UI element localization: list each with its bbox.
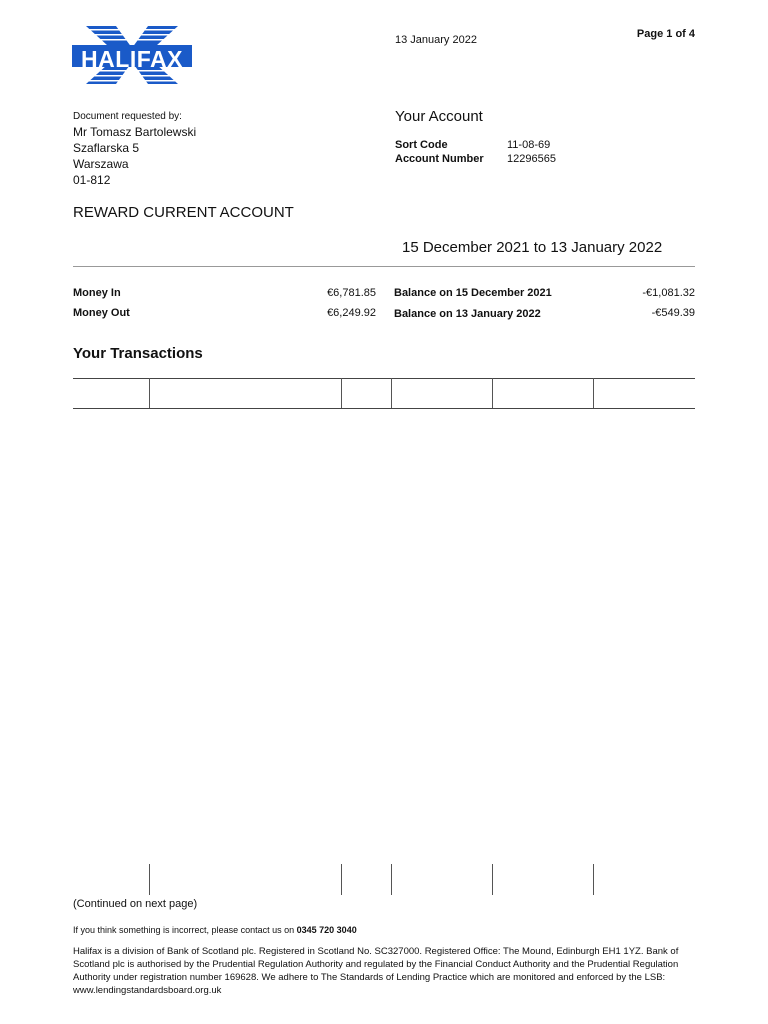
opening-balance-label: Balance on 15 December 2021 [394, 287, 552, 299]
table-header-rule [73, 408, 695, 409]
account-heading: Your Account [395, 108, 483, 125]
column-divider [341, 864, 342, 895]
requester-postcode: 01-812 [73, 173, 111, 187]
money-in-label: Money In [73, 287, 121, 299]
account-number-label: Account Number [395, 153, 484, 165]
closing-balance-value: -€549.39 [651, 307, 695, 319]
requester-name: Mr Tomasz Bartolewski [73, 125, 197, 139]
requester-street: Szaflarska 5 [73, 141, 140, 155]
column-divider [492, 378, 493, 408]
column-divider [149, 864, 150, 895]
closing-balance-label: Balance on 13 January 2022 [394, 308, 541, 320]
column-divider [391, 864, 392, 895]
column-divider [341, 378, 342, 408]
sort-code-value: 11-08-69 [507, 139, 551, 151]
column-divider [593, 378, 594, 408]
statement-date: 13 January 2022 [395, 34, 477, 46]
requester-label: Document requested by: [73, 111, 182, 122]
requester-city: Warszawa [73, 157, 129, 171]
table-top-rule [73, 378, 695, 379]
contact-phone[interactable]: 0345 720 3040 [296, 925, 357, 935]
contact-line [73, 925, 357, 935]
account-type: REWARD CURRENT ACCOUNT [73, 204, 294, 221]
money-in-value: €6,781.85 [327, 287, 376, 299]
account-number-value: 12296565 [507, 153, 556, 165]
transactions-title: Your Transactions [73, 345, 203, 362]
halifax-logo [72, 26, 192, 84]
sort-code-label: Sort Code [395, 139, 448, 151]
column-divider [593, 864, 594, 895]
contact-text: If you think something is incorrect, please contact us on [73, 925, 295, 935]
continued-note: (Continued on next page) [73, 898, 198, 910]
brand-name: HALIFAX [81, 46, 183, 72]
page-number: Page 1 of 4 [636, 28, 695, 40]
column-divider [391, 378, 392, 408]
money-out-value: €6,249.92 [327, 307, 376, 319]
money-out-label: Money Out [73, 307, 130, 319]
opening-balance-value: -€1,081.32 [642, 287, 695, 299]
statement-period: 15 December 2021 to 13 January 2022 [402, 239, 663, 256]
section-divider [73, 266, 695, 267]
column-divider [492, 864, 493, 895]
column-divider [149, 378, 150, 408]
legal-notice: Halifax is a division of Bank of Scotland plc. Registered in Scotland No. SC327000. Registered Office: The Mound, Edinburgh EH1 1YZ. Bank of Scotland plc is authorised by the Prudential Regulation Authority and regulated by the Financial Conduct Authority and the Prudential Regulation Authority under registration number 169628. We adhere to The Standards of Lending Practice which are monitored and enforced by the LSB: www.lendingstandardsboard.org.uk [73, 946, 679, 996]
